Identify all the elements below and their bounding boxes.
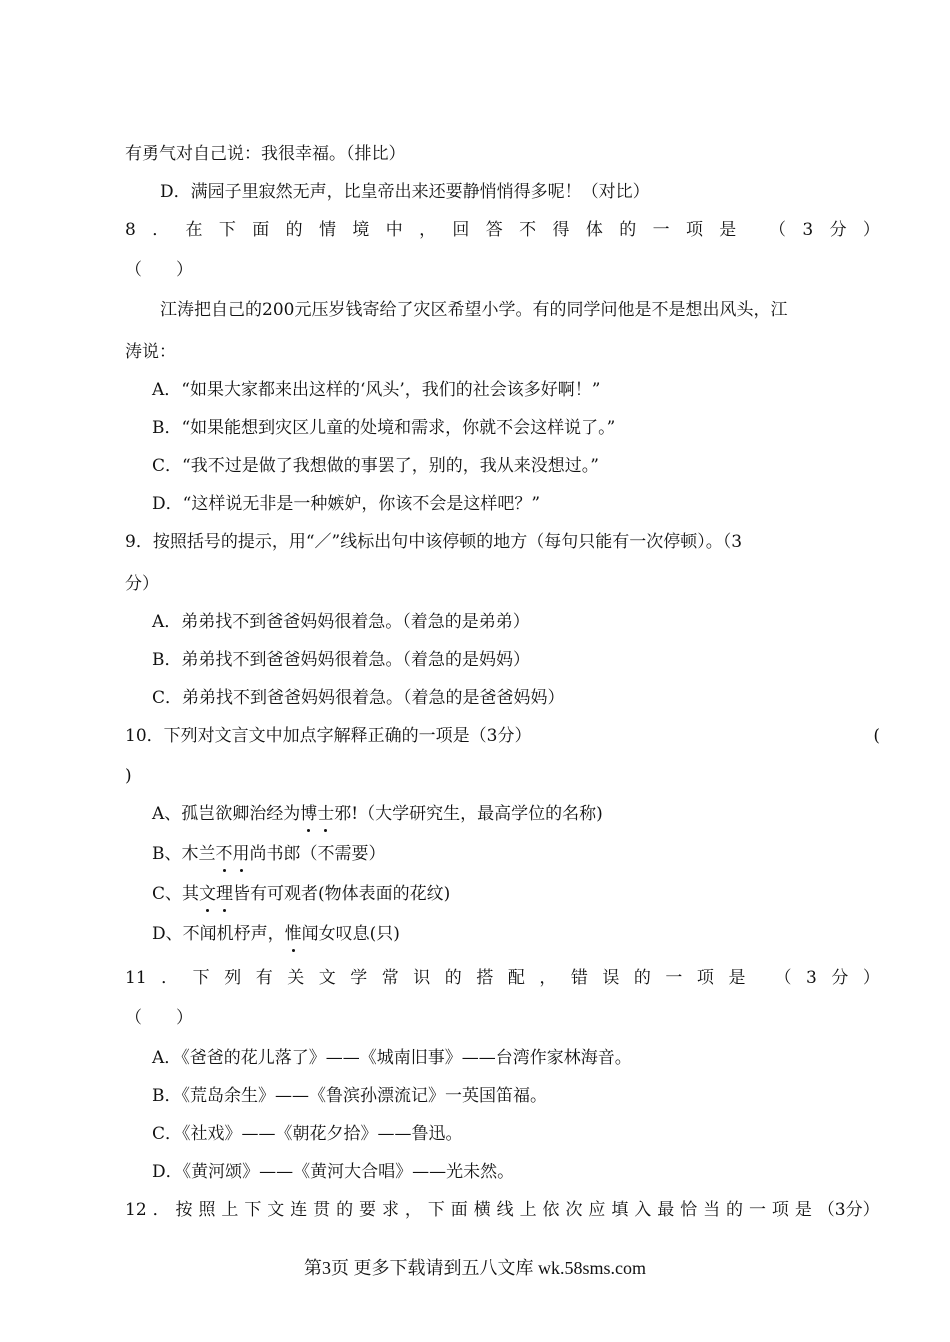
heading-char: 搭 [476, 968, 494, 988]
heading-char: 境 [352, 220, 370, 240]
option-c: C．弟弟找不到爸爸妈妈很着急。（着急的是爸爸妈妈） [152, 688, 565, 708]
option-text: 尚书郎（不需要） [249, 844, 386, 864]
heading-char: 学 [350, 968, 368, 988]
emphasis-dot-char: 用 [232, 844, 250, 864]
heading-char: 下 [218, 220, 236, 240]
heading-char: 面 [450, 1200, 468, 1220]
heading-char: 连 [290, 1200, 308, 1220]
heading-char: ） [862, 968, 880, 988]
answer-bracket: （ ） [125, 260, 193, 280]
heading-char: 配 [507, 968, 525, 988]
heading-char: 一 [665, 968, 683, 988]
heading-char: 依 [542, 1200, 560, 1220]
heading-char: 是 [794, 1200, 812, 1220]
heading-char: 入 [634, 1200, 652, 1220]
heading-char: 不 [519, 220, 537, 240]
emphasis-dot-char: 理 [216, 884, 234, 904]
answer-bracket-open: ( [873, 726, 880, 746]
heading-char: 横 [473, 1200, 491, 1220]
emphasis-dot-char: 博 [300, 804, 318, 824]
option-d [152, 922, 880, 946]
heading-char: 下 [427, 1200, 445, 1220]
heading-char: 填 [611, 1200, 629, 1220]
heading-char: 中 [385, 220, 403, 240]
heading-char: 的 [444, 968, 462, 988]
heading-char: 的 [336, 1200, 354, 1220]
option-c [152, 882, 880, 906]
heading-char: 最 [657, 1200, 675, 1220]
heading-char: 文 [267, 1200, 285, 1220]
question-9-heading: 9．按照括号的提示，用“／”线标出句中该停顿的地方（每句只能有一次停顿）。（3 [125, 532, 743, 552]
question-8-context: 江涛把自己的200元压岁钱寄给了灾区希望小学。有的同学问他是不是想出风头，江 [160, 300, 788, 320]
option-b [152, 842, 880, 866]
option-text: 闻女叹息(只) [301, 924, 400, 944]
emphasis-dot-char: 惟 [284, 924, 302, 944]
option-a: A．《爸爸的花儿落了》——《城南旧事》——台湾作家林海音。 [152, 1048, 632, 1068]
question-11-heading [125, 966, 880, 990]
option-d-line: D．满园子里寂然无声，比皇帝出来还要静悄悄得多呢！（对比） [160, 182, 650, 202]
heading-char: ． [161, 968, 179, 988]
option-b: B．“如果能想到灾区儿童的处境和需求，你就不会这样说了。” [152, 418, 616, 438]
heading-char: 3 [805, 968, 817, 988]
answer-bracket-close: ) [125, 766, 132, 786]
heading-char: 分 [831, 968, 849, 988]
option-text: 邪!（大学研究生，最高学位的名称) [334, 804, 603, 824]
heading-char: ， [539, 968, 557, 988]
heading-char: 一 [652, 220, 670, 240]
heading-char: （3分） [817, 1200, 880, 1220]
option-b: B．弟弟找不到爸爸妈妈很着急。（着急的是妈妈） [152, 650, 530, 670]
heading-char: 线 [496, 1200, 514, 1220]
heading-char: 按 [175, 1200, 193, 1220]
heading-char: 误 [602, 968, 620, 988]
heading-char: 的 [619, 220, 637, 240]
heading-char: 识 [413, 968, 431, 988]
heading-char: 上 [221, 1200, 239, 1220]
emphasis-dot-char: 士 [317, 804, 335, 824]
option-text: 皆有可观者(物体表面的花纹) [233, 884, 451, 904]
heading-char: 项 [685, 220, 703, 240]
heading-char: 面 [252, 220, 270, 240]
heading-char: ． [152, 1200, 170, 1220]
heading-char: 项 [771, 1200, 789, 1220]
heading-char: （ [769, 220, 787, 240]
heading-char: 的 [285, 220, 303, 240]
page-footer: 第3页 更多下载请到五八文库 wk.58sms.com [304, 1258, 646, 1278]
heading-char: （ [774, 968, 792, 988]
heading-char: 的 [633, 968, 651, 988]
text-line: 有勇气对自己说：我很幸福。（排比） [125, 144, 406, 164]
heading-char: 列 [224, 968, 242, 988]
question-9-heading-cont: 分） [125, 574, 159, 594]
heading-char: 一 [748, 1200, 766, 1220]
heading-char: 常 [381, 968, 399, 988]
heading-char: 是 [728, 968, 746, 988]
option-a [152, 802, 880, 826]
option-text: A、孤岂欲卿治经为 [152, 804, 301, 824]
option-b: B．《荒岛余生》——《鲁滨孙漂流记》一英国笛福。 [152, 1086, 547, 1106]
heading-char: 求 [381, 1200, 399, 1220]
question-10-heading: 10．下列对文言文中加点字解释正确的一项是（3分） [125, 726, 532, 746]
heading-char: 应 [588, 1200, 606, 1220]
heading-char: 在 [185, 220, 203, 240]
heading-char: 关 [287, 968, 305, 988]
option-a: A．弟弟找不到爸爸妈妈很着急。（着急的是弟弟） [152, 612, 530, 632]
emphasis-dot-char: 不 [215, 844, 233, 864]
option-a: A．“如果大家都来出这样的‘风头’，我们的社会该多好啊！” [152, 380, 601, 400]
heading-char: ， [419, 220, 437, 240]
heading-char: 回 [452, 220, 470, 240]
option-c: C．“我不过是做了我想做的事罢了，别的，我从来没想过。” [152, 456, 599, 476]
heading-char: 8 [125, 220, 136, 240]
question-12-heading [125, 1198, 880, 1222]
heading-char: 贯 [313, 1200, 331, 1220]
heading-char: 上 [519, 1200, 537, 1220]
heading-char: 体 [585, 220, 603, 240]
heading-char: 答 [485, 220, 503, 240]
heading-char: 要 [359, 1200, 377, 1220]
heading-char: 得 [552, 220, 570, 240]
heading-char: 当 [703, 1200, 721, 1220]
option-d: D．《黄河颂》——《黄河大合唱》——光未然。 [152, 1162, 515, 1182]
heading-char: 12 [125, 1200, 147, 1220]
heading-char: 分 [829, 220, 847, 240]
question-8-heading [125, 218, 880, 242]
heading-char: 错 [570, 968, 588, 988]
heading-char: 下 [244, 1200, 262, 1220]
heading-char: 有 [255, 968, 273, 988]
option-text: C、其 [152, 884, 200, 904]
heading-char: 是 [719, 220, 737, 240]
option-c: C．《社戏》——《朝花夕拾》——鲁迅。 [152, 1124, 463, 1144]
answer-bracket: （ ） [125, 1008, 193, 1028]
heading-char: 情 [318, 220, 336, 240]
question-8-context-cont: 涛说： [125, 342, 176, 362]
heading-char: 次 [565, 1200, 583, 1220]
heading-char: ） [862, 220, 880, 240]
heading-char: 的 [726, 1200, 744, 1220]
emphasis-dot-char: 文 [199, 884, 217, 904]
heading-char: 下 [192, 968, 210, 988]
heading-char: 照 [198, 1200, 216, 1220]
heading-char: 3 [802, 220, 814, 240]
option-text: B、木兰 [152, 844, 216, 864]
heading-char: 11 [125, 968, 147, 988]
heading-char: 项 [696, 968, 714, 988]
heading-char: ， [404, 1200, 422, 1220]
option-d: D．“这样说无非是一种嫉妒，你该不会是这样吧？” [152, 494, 541, 514]
heading-char: 恰 [680, 1200, 698, 1220]
heading-char: 文 [318, 968, 336, 988]
heading-char: ． [152, 220, 170, 240]
option-text: D、不闻机杼声， [152, 924, 285, 944]
